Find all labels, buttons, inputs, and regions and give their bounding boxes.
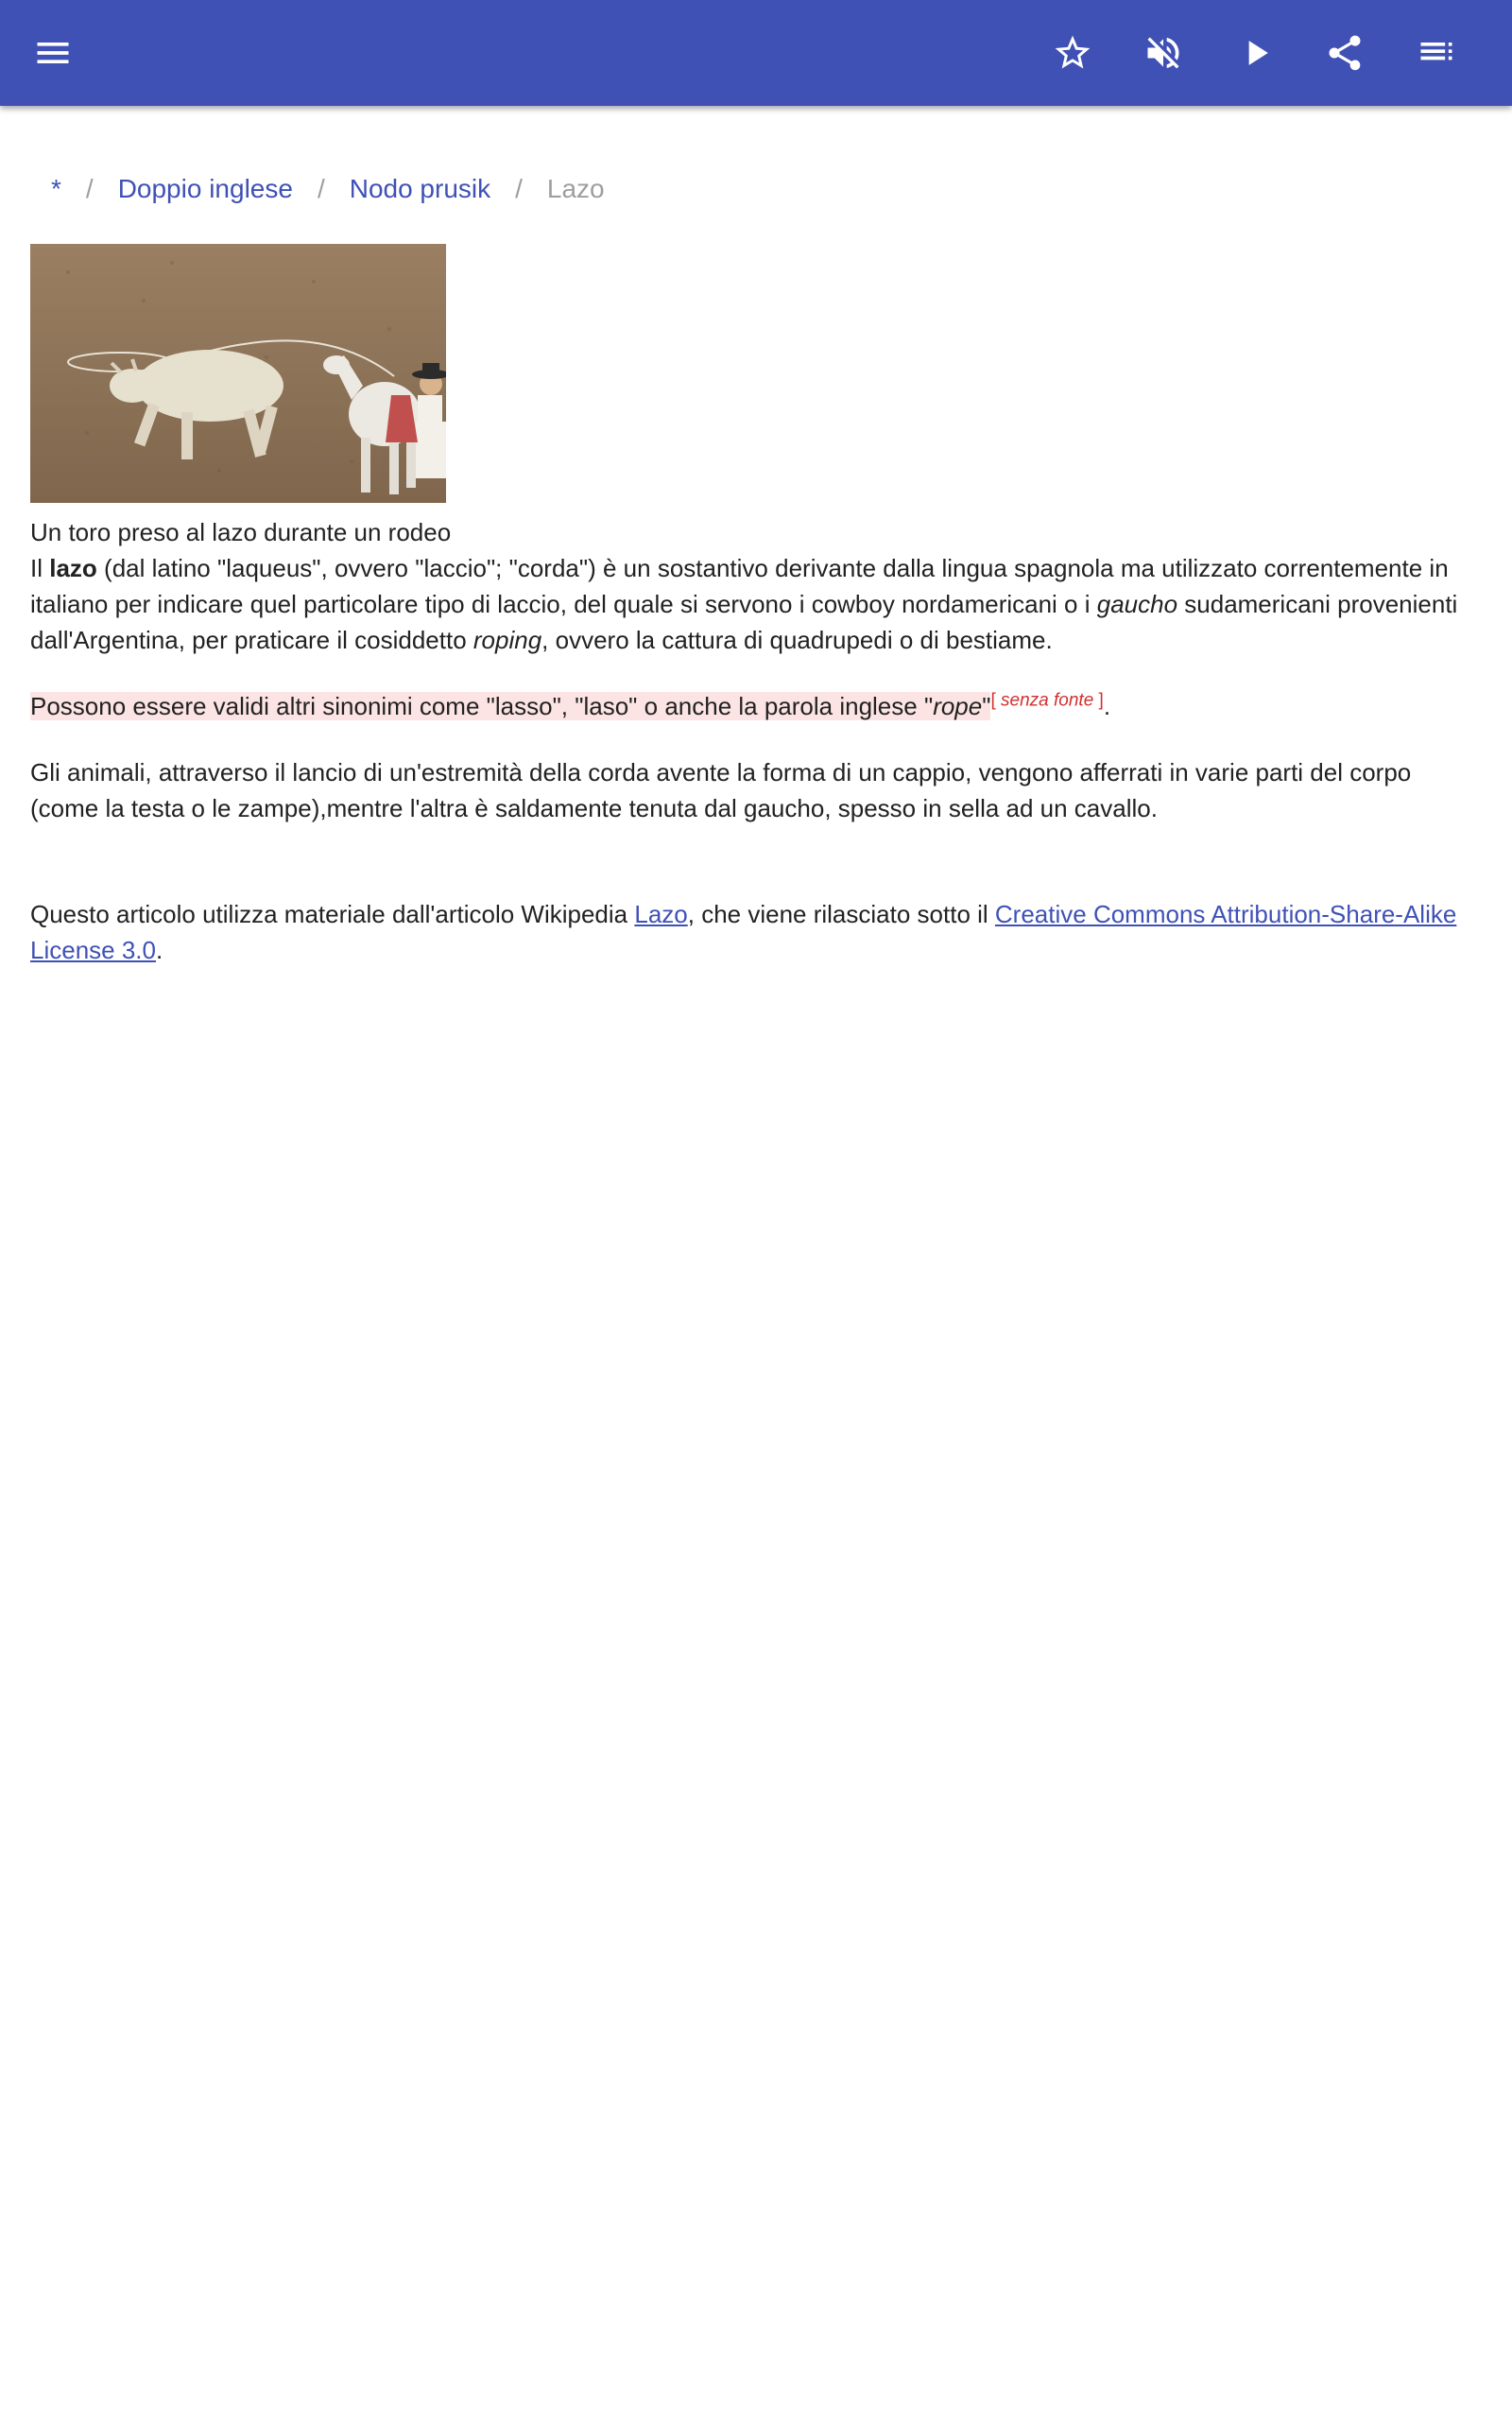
text-segment: " [982, 692, 991, 720]
volume-off-icon [1143, 32, 1184, 74]
citation-bracket: ] [1098, 690, 1104, 711]
text-segment: Possono essere validi altri sinonimi come "lasso", "laso" o anche la parola inglese " [30, 692, 934, 720]
breadcrumb-separator: / [85, 174, 94, 203]
attribution-notice [30, 896, 1482, 968]
share-button[interactable] [1318, 26, 1371, 79]
mute-button[interactable] [1137, 26, 1190, 79]
term-lazo: lazo [49, 554, 97, 582]
breadcrumb-item-home[interactable]: * [51, 174, 61, 203]
star-outline-icon [1052, 32, 1093, 74]
text-segment: . [155, 936, 163, 964]
rodeo-photo [30, 244, 446, 503]
breadcrumb-item-nodo-prusik[interactable]: Nodo prusik [349, 174, 491, 203]
term-rope: rope [933, 692, 983, 720]
text-segment: , che viene rilasciato sotto il [687, 900, 995, 928]
text-segment: Il [30, 554, 50, 582]
breadcrumb-separator: / [515, 174, 523, 203]
text-segment: (dal latino "laqueus", ovvero "laccio"; "corda") è un sostantivo derivante dalla lingua spagnola ma utilizzato correntemente in italiano per indicare quel particolare tipo di laccio, del quale si servono i cowboy nordamericani o i [30, 554, 1449, 618]
citation-bracket: [ [990, 690, 996, 711]
uncited-statement [30, 692, 990, 720]
term-gaucho: gaucho [1096, 590, 1178, 618]
citation-needed-tag[interactable] [990, 690, 1103, 710]
paragraph-technique: Gli animali, attraverso il lancio di un'estremità della corda avente la forma di un cappio, vengono afferrati in varie parti del corpo (come la testa o le zampe),mentre l'altra è saldamente tenuta dal gaucho, spesso in sella ad un cavallo. [30, 758, 1412, 822]
paragraph-intro [30, 550, 1482, 658]
text-segment: sudamericani provenienti dall'Argentina, per praticare il cosiddetto [30, 590, 1458, 654]
image-caption: Un toro preso al lazo durante un rodeo [30, 518, 452, 546]
app-bar [0, 0, 1512, 106]
share-icon [1324, 32, 1366, 74]
breadcrumb-separator: / [317, 174, 325, 203]
license-link[interactable]: Creative Commons Attribution-Share-Alike License 3.0 [30, 900, 1457, 964]
citation-needed-label: senza fonte [995, 690, 1099, 711]
rodeo-image[interactable] [30, 244, 446, 503]
text-segment: Questo articolo utilizza materiale dall'articolo Wikipedia [30, 900, 635, 928]
breadcrumb-item-doppio-inglese[interactable]: Doppio inglese [117, 174, 293, 203]
menu-icon [32, 32, 74, 74]
wikipedia-source-link[interactable]: Lazo [634, 900, 688, 928]
play-button[interactable] [1229, 26, 1282, 79]
text-segment: . [1103, 692, 1111, 720]
play-icon [1235, 32, 1277, 74]
menu-button[interactable] [26, 26, 79, 79]
paragraph-synonyms [30, 688, 1482, 724]
playlist-icon [1416, 32, 1457, 74]
breadcrumb [30, 168, 605, 210]
article-content [30, 244, 1482, 998]
breadcrumb-current: Lazo [546, 174, 605, 203]
text-segment: , ovvero la cattura di quadrupedi o di bestiame. [541, 626, 1053, 654]
term-roping: roping [472, 626, 542, 654]
table-of-contents-button[interactable] [1410, 26, 1463, 79]
favorite-button[interactable] [1046, 26, 1099, 79]
